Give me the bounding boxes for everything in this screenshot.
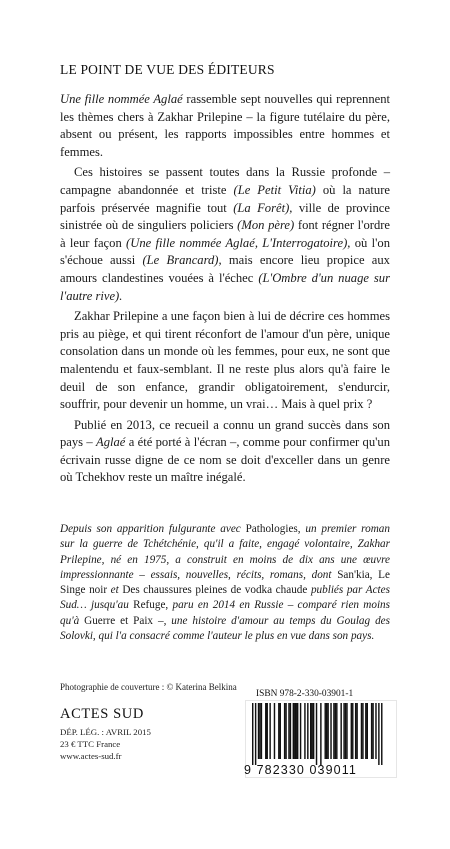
photo-credit: Photographie de couverture : © Katerina Belkina: [60, 682, 237, 692]
blurb-text: Ces histoires se passent toutes dans la Russie profonde – campagne abandonnée et triste: [60, 165, 390, 197]
barcode-bar: [310, 703, 311, 759]
barcode-image: [252, 703, 390, 765]
barcode-bar: [267, 703, 268, 759]
barcode-bar: [346, 703, 347, 759]
bio-text: et: [107, 584, 123, 597]
barcode-bar: [336, 703, 337, 759]
barcode-bar: [278, 703, 279, 759]
story-title: (Une fille nommée Aglaé, L'Interrogatoire),: [126, 235, 351, 250]
blurb-paragraph-4: [60, 417, 390, 487]
blurb-paragraph-3: Zakhar Prilepine a une façon bien à lui de décrire ces hommes pris au piège, et qui tirent réconfort de l'amour d'un père, unique consolation dans un monde où les femmes, pour eux, ne sont que malentendu et faux-semblant. Il ne reste plus alors qu'à faire le deuil de son enfance, grandir obligatoirement, s'endurcir, souffrir, pour devenir un homme, un vrai… Mais à quel prix ?: [60, 309, 390, 412]
barcode-bar: [259, 703, 260, 759]
bio-text: –, une histoire d'amour au temps du Goulag des Solovki, qui l'a consacré comme l'auteur le plus en vue dans son pays.: [60, 614, 390, 643]
barcode-bar: [327, 703, 328, 759]
bio-text: Depuis son apparition fulgurante avec: [60, 523, 246, 535]
price: 23 € TTC France: [60, 738, 121, 749]
blurb-text: ville de province sinistrée où de singuliers policiers: [60, 200, 390, 233]
bio-text: paru en 2014 en Russie – comparé rien moins qu'à: [60, 599, 390, 627]
publisher-name: ACTES SUD: [60, 706, 144, 722]
barcode-bar: [284, 703, 285, 759]
barcode-bar: [258, 703, 259, 759]
story-title: (Le Brancard),: [142, 253, 222, 268]
bio-text: publiés par Actes Sud… jusqu'au: [60, 584, 390, 612]
work-title: Pathologies,: [245, 523, 301, 535]
barcode-bar: [371, 703, 372, 759]
work-title: Le Singe noir: [60, 568, 390, 597]
barcode-bar: [335, 703, 336, 759]
barcode-bar: [311, 703, 312, 759]
barcode-bar: [345, 703, 346, 759]
barcode-bar: [294, 703, 295, 759]
story-title: (Le Petit Vitia): [233, 182, 316, 197]
barcode-bar: [300, 703, 301, 759]
bio-text: un premier roman sur la guerre de Tchétchénie, qu'il a faite, engagé volontaire, Zakhar Prilepine, né en 1975, a construit en moins de dix ans une œuvre impressionnante – essais, nouvelles, récits, romans, dont: [60, 523, 390, 581]
barcode-digits: 9 782330 039011: [244, 763, 357, 777]
barcode-bar: [293, 703, 294, 759]
barcode-bar: [378, 703, 379, 765]
barcode-bar: [372, 703, 373, 759]
barcode-bar: [297, 703, 298, 759]
barcode-bar: [320, 703, 321, 765]
film-title: Aglaé: [96, 435, 126, 450]
work-title: Guerre et Paix: [84, 614, 154, 627]
barcode-bar: [325, 703, 326, 759]
section-heading: LE POINT DE VUE DES ÉDITEURS: [60, 62, 275, 77]
barcode-bar: [290, 703, 291, 759]
barcode-bar: [375, 703, 376, 759]
blurb-text: font régner l'ordre à leur façon: [60, 218, 391, 250]
barcode-bar: [296, 703, 297, 759]
work-title: San'kia,: [337, 568, 373, 581]
blurb-text: où l'on s'échoue aussi: [60, 235, 390, 268]
story-title: (L'Ombre d'un nuage sur l'autre rive).: [60, 270, 390, 303]
legal-info: [60, 727, 151, 762]
story-title: (Mon père): [237, 218, 295, 233]
barcode-bar: [330, 703, 331, 759]
blurb-text: rassemble sept nouvelles qui reprennent les thèmes chers à Zakhar Prilepine – la figure tutélaire du père, absent ou présent, les rapports impossibles entre hommes et femmes.: [60, 92, 390, 159]
website: www.actes-sud.fr: [60, 750, 122, 761]
barcode-bar: [285, 703, 286, 759]
book-title: Une fille nommée Aglaé: [60, 92, 183, 106]
barcode-bar: [255, 703, 256, 765]
work-title: Des chaussures pleines de vodka chaude: [122, 584, 308, 597]
blurb-text: mais encore lieu propice aux amours clandestines vouées à l'échec: [60, 253, 390, 285]
barcode-bar: [313, 703, 314, 759]
barcode-bar: [265, 703, 266, 759]
barcode-bar: [351, 703, 352, 759]
barcode-bar: [381, 703, 382, 765]
barcode-bar: [261, 703, 262, 759]
barcode-bar: [307, 703, 308, 759]
barcode-bar: [288, 703, 289, 759]
barcode-bar: [361, 703, 362, 759]
story-title: (La Forêt),: [233, 200, 293, 215]
blurb-paragraph-1: [60, 91, 390, 161]
barcode-bar: [352, 703, 353, 759]
author-bio: [60, 522, 390, 644]
barcode-bar: [365, 703, 366, 759]
barcode-bar: [316, 703, 317, 765]
barcode-bar: [326, 703, 327, 759]
legal-deposit: DÉP. LÉG. : AVRIL 2015: [60, 727, 151, 737]
barcode-bar: [304, 703, 305, 759]
barcode-bar: [362, 703, 363, 759]
barcode-bar: [340, 703, 341, 759]
barcode-bar: [356, 703, 357, 759]
blurb-paragraph-2: [60, 164, 390, 305]
isbn-number: ISBN 978-2-330-03901-1: [256, 689, 354, 699]
barcode-bar: [355, 703, 356, 759]
blurb-text: a été porté à l'écran –, comme pour confirmer qu'un écrivain russe digne de ce nom se doit d'exceller dans un genre où Tchekhov reste un maître inégalé.: [60, 435, 390, 485]
barcode-bar: [333, 703, 334, 759]
barcode-bar: [274, 703, 275, 759]
barcode-bar: [252, 703, 253, 765]
barcode-bar: [269, 703, 270, 759]
blurb-text: Publié en 2013, ce recueil a connu un grand succès dans son pays –: [60, 417, 390, 450]
barcode-bar: [343, 703, 344, 759]
barcode-bar: [367, 703, 368, 759]
publisher-blurb: [60, 91, 390, 490]
blurb-text: où la nature parfois préservée magnifie tout: [60, 182, 390, 215]
work-title: Refuge,: [133, 599, 169, 612]
barcode-bar: [280, 703, 281, 759]
